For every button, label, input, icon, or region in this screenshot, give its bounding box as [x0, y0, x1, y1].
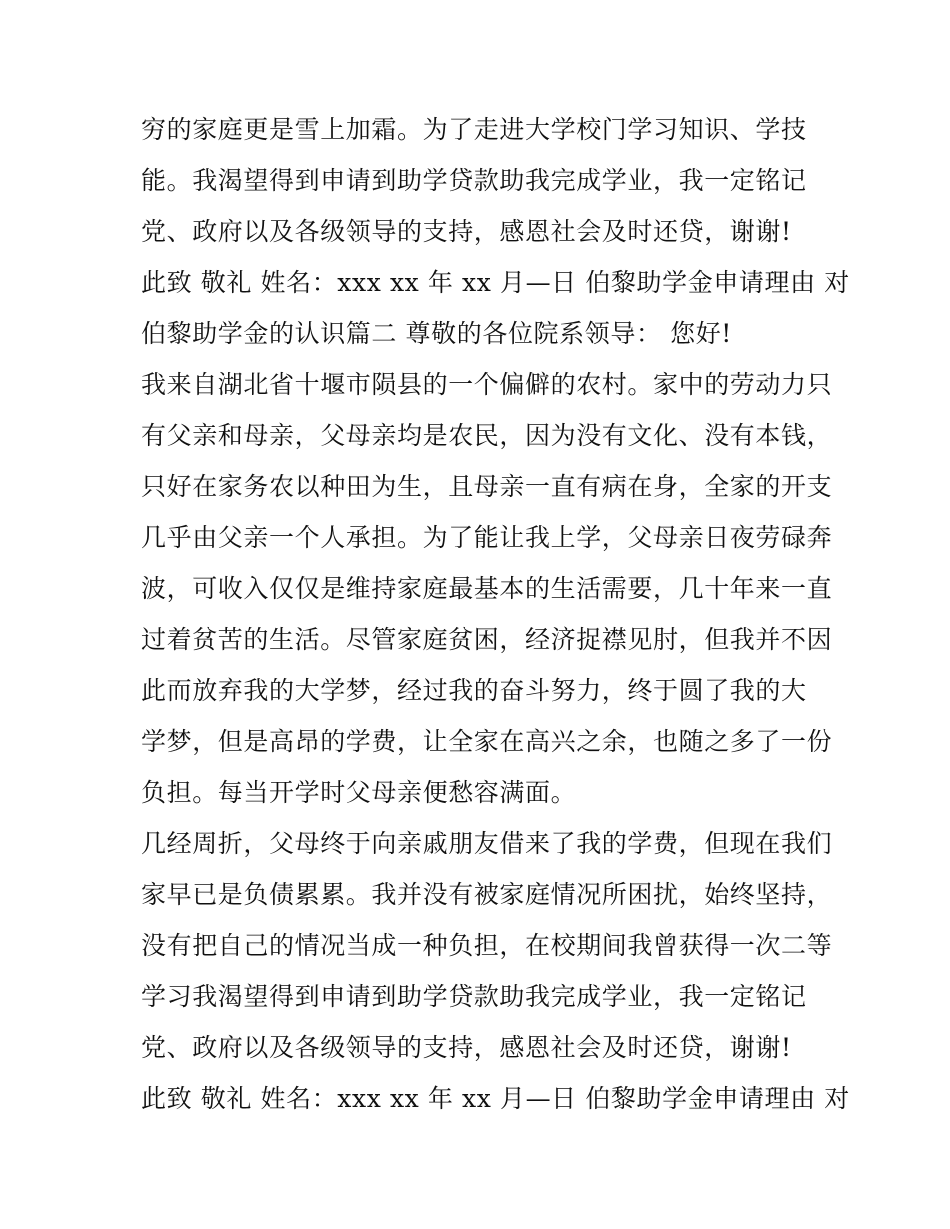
document-body	[141, 104, 850, 1124]
text-line: 此致 敬礼 姓名：xxx xx 年 xx 月—日 伯黎助学金申请理由 对	[141, 1084, 850, 1113]
text-line: 党、政府以及各级领导的支持，感恩社会及时还贷，谢谢!	[141, 1033, 792, 1062]
text-line: 学梦，但是高昂的学费，让全家在高兴之余，也随之多了一份	[141, 727, 833, 756]
text-line: 能。我渴望得到申请到助学贷款助我完成学业，我一定铭记	[141, 166, 807, 195]
text-line: 学习我渴望得到申请到助学贷款助我完成学业，我一定铭记	[141, 982, 807, 1011]
text-line: 波，可收入仅仅是维持家庭最基本的生活需要，几十年来一直	[141, 574, 833, 603]
text-line: 只好在家务农以种田为生，且母亲一直有病在身，全家的开支	[141, 472, 833, 501]
text-line: 此而放弃我的大学梦，经过我的奋斗努力，终于圆了我的大	[141, 676, 807, 705]
text-line: 我来自湖北省十堰市陨县的一个偏僻的农村。家中的劳动力只	[141, 370, 833, 399]
text-line: 负担。每当开学时父母亲便愁容满面。	[141, 778, 577, 807]
text-line: 穷的家庭更是雪上加霜。为了走进大学校门学习知识、学技	[141, 115, 807, 144]
text-line: 几乎由父亲一个人承担。为了能让我上学，父母亲日夜劳碌奔	[141, 523, 833, 552]
text-line: 伯黎助学金的认识篇二 尊敬的各位院系领导： 您好!	[141, 319, 732, 348]
text-line: 家早已是负债累累。我并没有被家庭情况所困扰，始终坚持，	[141, 880, 833, 909]
text-line: 此致 敬礼 姓名：xxx xx 年 xx 月—日 伯黎助学金申请理由 对	[141, 268, 850, 297]
text-line: 几经周折，父母终于向亲戚朋友借来了我的学费，但现在我们	[141, 829, 833, 858]
text-line: 党、政府以及各级领导的支持，感恩社会及时还贷，谢谢!	[141, 217, 792, 246]
text-line: 有父亲和母亲，父母亲均是农民，因为没有文化、没有本钱，	[141, 421, 833, 450]
text-line: 过着贫苦的生活。尽管家庭贫困，经济捉襟见肘，但我并不因	[141, 625, 833, 654]
text-line: 没有把自己的情况当成一种负担，在校期间我曾获得一次二等	[141, 931, 833, 960]
